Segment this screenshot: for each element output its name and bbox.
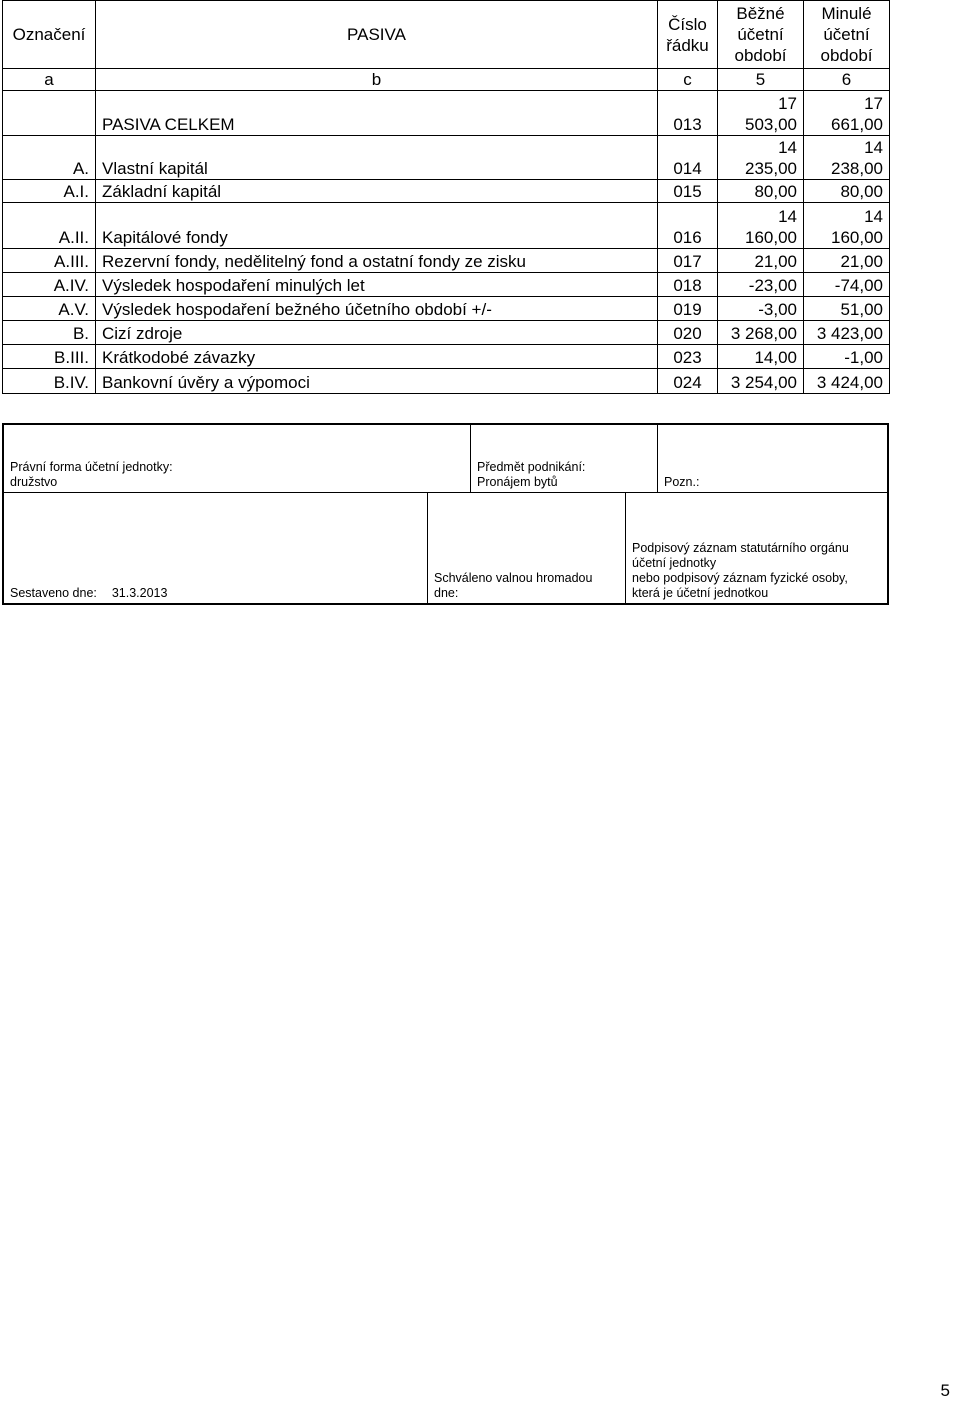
schvaleno-label: Schváleno valnou hromadou dne: <box>434 571 593 600</box>
row-mark: A.V. <box>3 297 96 321</box>
row-previous: 14 160,00 <box>804 203 890 249</box>
row-code: 024 <box>658 369 718 394</box>
row-previous: 17 661,00 <box>804 91 890 136</box>
row-current: 3 268,00 <box>718 321 804 345</box>
subheader-a: a <box>3 69 96 91</box>
row-code: 023 <box>658 345 718 369</box>
row-current: 3 254,00 <box>718 369 804 394</box>
row-current: -23,00 <box>718 273 804 297</box>
table-row <box>3 345 890 369</box>
row-label: Krátkodobé závazky <box>96 345 658 369</box>
row-label: Vlastní kapitál <box>96 136 658 180</box>
table-row <box>3 321 890 345</box>
row-current: 17 503,00 <box>718 91 804 136</box>
row-current: 14 160,00 <box>718 203 804 249</box>
row-current: -3,00 <box>718 297 804 321</box>
pravni-forma-label: Právní forma účetní jednotky: <box>10 460 173 474</box>
row-current: 14 235,00 <box>718 136 804 180</box>
header-pasiva: PASIVA <box>96 1 658 69</box>
header-cislo-radku: Číslo řádku <box>658 1 718 69</box>
table-row <box>3 369 890 394</box>
table-row <box>3 136 890 180</box>
podpis-cell <box>626 493 887 603</box>
row-label: Cizí zdroje <box>96 321 658 345</box>
row-previous: 51,00 <box>804 297 890 321</box>
header-oznaceni: Označení <box>3 1 96 69</box>
table-row <box>3 249 890 273</box>
table-row <box>3 297 890 321</box>
row-mark: B. <box>3 321 96 345</box>
podpis-line-1: Podpisový záznam statutárního orgánu účetní jednotky <box>632 541 849 570</box>
subheader-5: 5 <box>718 69 804 91</box>
predmet-label: Předmět podnikání: <box>477 460 586 474</box>
subheader-c: c <box>658 69 718 91</box>
pravni-forma-cell <box>4 425 471 493</box>
row-previous: 3 424,00 <box>804 369 890 394</box>
row-mark: A.II. <box>3 203 96 249</box>
podpis-line-2: nebo podpisový záznam fyzické osoby, která je účetní jednotkou <box>632 571 848 600</box>
row-mark: A.IV. <box>3 273 96 297</box>
row-mark: A.III. <box>3 249 96 273</box>
row-label: Základní kapitál <box>96 180 658 203</box>
pozn-cell <box>658 425 887 493</box>
row-mark: A.I. <box>3 180 96 203</box>
row-mark: B.III. <box>3 345 96 369</box>
row-previous: -74,00 <box>804 273 890 297</box>
pravni-forma-value: družstvo <box>10 475 58 489</box>
sestaveno-cell <box>4 493 428 603</box>
row-previous: 14 238,00 <box>804 136 890 180</box>
row-current: 14,00 <box>718 345 804 369</box>
row-label: Kapitálové fondy <box>96 203 658 249</box>
row-code: 014 <box>658 136 718 180</box>
subheader-b: b <box>96 69 658 91</box>
row-mark: A. <box>3 136 96 180</box>
row-code: 020 <box>658 321 718 345</box>
sestaveno-value: 31.3.2013 <box>111 586 168 600</box>
table-row <box>3 273 890 297</box>
row-mark <box>3 91 96 136</box>
pozn-label: Pozn.: <box>664 475 700 489</box>
row-code: 018 <box>658 273 718 297</box>
predmet-value: Pronájem bytů <box>477 475 558 489</box>
row-code: 016 <box>658 203 718 249</box>
row-previous: 3 423,00 <box>804 321 890 345</box>
header-bezne-obdobi: Běžné účetní období <box>718 1 804 69</box>
row-current: 80,00 <box>718 180 804 203</box>
row-label: Výsledek hospodaření minulých let <box>96 273 658 297</box>
row-previous: 80,00 <box>804 180 890 203</box>
pasiva-table <box>2 0 890 394</box>
page-number: 5 <box>940 1381 950 1400</box>
predmet-cell <box>471 425 658 493</box>
row-code: 013 <box>658 91 718 136</box>
row-label: PASIVA CELKEM <box>96 91 658 136</box>
table-row <box>3 91 890 136</box>
table-row <box>3 180 890 203</box>
row-code: 019 <box>658 297 718 321</box>
row-code: 017 <box>658 249 718 273</box>
subheader-row <box>3 69 890 91</box>
row-previous: 21,00 <box>804 249 890 273</box>
sestaveno-label: Sestaveno dne: <box>10 586 97 600</box>
subheader-6: 6 <box>804 69 890 91</box>
row-mark: B.IV. <box>3 369 96 394</box>
row-current: 21,00 <box>718 249 804 273</box>
row-code: 015 <box>658 180 718 203</box>
schvaleno-cell <box>428 493 626 603</box>
table-row <box>3 203 890 249</box>
row-previous: -1,00 <box>804 345 890 369</box>
row-label: Bankovní úvěry a výpomoci <box>96 369 658 394</box>
header-row <box>3 1 890 69</box>
row-label: Výsledek hospodaření bežného účetního období +/- <box>96 297 658 321</box>
signature-footer <box>2 423 889 605</box>
row-label: Rezervní fondy, nedělitelný fond a ostatní fondy ze zisku <box>96 249 658 273</box>
header-minule-obdobi: Minulé účetní období <box>804 1 890 69</box>
